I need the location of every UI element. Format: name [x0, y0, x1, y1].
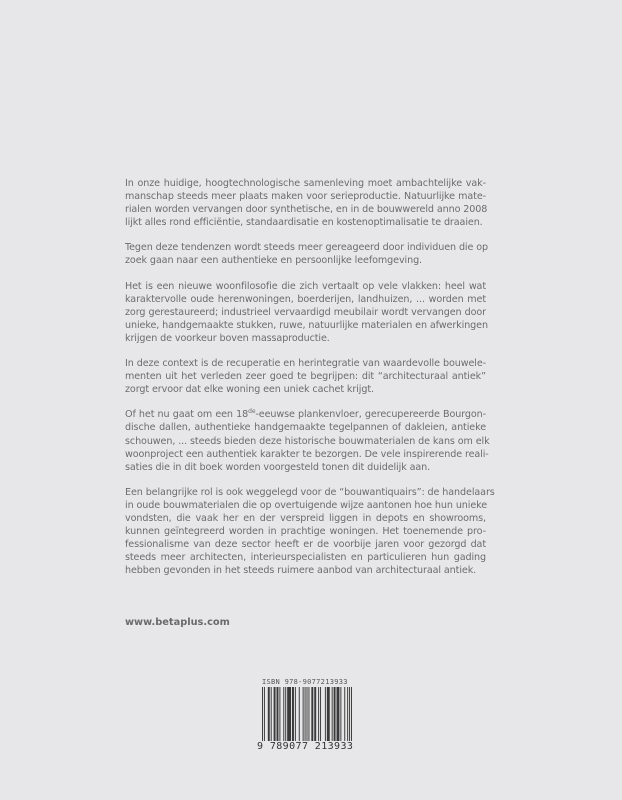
- text-line: In deze context is de recuperatie en herintegratie van waardevolle bouwele-: [125, 358, 486, 370]
- barcode-bar: [299, 687, 300, 743]
- text-line: Of het nu gaat om een 18de-eeuwse plankenvloer, gerecupereerde Bourgon-: [125, 408, 486, 421]
- barcode-bar: [307, 687, 308, 743]
- isbn-label: ISBN 978-9077213933: [262, 678, 348, 686]
- barcode-bar: [277, 687, 279, 743]
- barcode-bar: [314, 687, 316, 743]
- barcode-bar: [337, 687, 340, 743]
- paragraph: [125, 241, 489, 267]
- barcode-bar: [268, 687, 270, 743]
- back-cover-text: [125, 177, 495, 589]
- text-line: manschap steeds meer plaats maken voor serieproductie. Natuurlijke mate-: [125, 191, 486, 203]
- text-line: zorgt ervoor dat elke woning een uniek cachet krijgt.: [125, 384, 374, 396]
- barcode-bar: [318, 687, 319, 743]
- barcode-bar: [292, 687, 294, 743]
- barcode-bar: [283, 687, 284, 743]
- barcode-bar: [295, 687, 296, 743]
- text-line: kunnen geïntegreerd worden in prachtige woningen. Het toenemende pro-: [125, 526, 486, 538]
- text-line: Een belangrijke rol is ook weggelegd voor de “bouwantiquairs”: de handelaars: [125, 486, 495, 498]
- barcode-bar: [305, 687, 306, 743]
- barcode-bar: [327, 687, 330, 743]
- barcode-bar: [347, 687, 348, 743]
- text-line: hebben gevonden in het steeds ruimere aanbod van architecturaal antiek.: [125, 565, 477, 577]
- text-line: fessionalisme van deze sector heeft er de voorbije jaren voor gezorgd dat: [125, 539, 486, 551]
- publisher-website: www.betaplus.com: [125, 617, 230, 628]
- text-line: steeds meer architecten, interieurspecialisten en particulieren hun gading: [125, 552, 486, 564]
- barcode-bar: [274, 687, 276, 743]
- paragraph: [125, 177, 486, 229]
- barcode-bar: [351, 687, 352, 749]
- text-line: Het is een nieuwe woonfilosofie die zich vertaalt op vele vlakken: heel wat: [125, 280, 486, 292]
- text-line: rialen worden vervangen door synthetische, en in de bouwwereld anno 2008: [125, 204, 488, 216]
- barcode-bar: [308, 687, 309, 743]
- barcode-bar: [285, 687, 286, 743]
- barcode-bar: [262, 687, 263, 749]
- barcode-bar: [271, 687, 272, 743]
- barcode-bar: [311, 687, 313, 743]
- text-line: dische dallen, authentieke handgemaakte tegelpannen of dakleien, antieke: [125, 422, 486, 434]
- text-line: woonproject een authentiek karakter te bezorgen. De vele inspirerende reali-: [125, 448, 489, 460]
- text-line: vondsten, die vaak her en der verspreid liggen in depots en showrooms,: [125, 512, 486, 524]
- text-line: unieke, handgemaakte stukken, ruwe, natuurlijke materialen en afwerkingen: [125, 319, 488, 331]
- text-line: saties die in dit boek worden voorgesteld tonen dit duidelijk aan.: [125, 461, 431, 473]
- text-line: Tegen deze tendenzen wordt steeds meer gereageerd door individuen die op: [125, 242, 489, 254]
- barcode-bar: [344, 687, 345, 743]
- text-line: lijkt alles rond efficiëntie, standaardisatie en kostenoptimalisatie te draaien.: [125, 217, 483, 229]
- barcode-bar: [332, 687, 333, 743]
- barcode-bars: [262, 687, 352, 749]
- barcode-bar: [334, 687, 336, 743]
- isbn-barcode: [257, 678, 357, 758]
- text-line: karaktervolle oude herenwoningen, boerderijen, landhuizen, ... worden met: [125, 293, 486, 305]
- text-line: menten uit het verleden zeer goed te begrijpen: dit “architecturaal antiek”: [125, 371, 486, 383]
- paragraph: [125, 408, 490, 473]
- text-line: In onze huidige, hoogtechnologische samenleving moet ambachtelijke vak-: [125, 178, 486, 189]
- text-line: zoek gaan naar een authentieke en persoonlijke leefomgeving.: [125, 255, 423, 267]
- barcode-bar: [325, 687, 326, 743]
- text-line: krijgen de voorkeur boven massaproductie.: [125, 332, 330, 344]
- text-line: zorg gerestaureerd; industrieel vervaardigd meubilair wordt vervangen door: [125, 306, 486, 318]
- barcode-bar: [340, 687, 341, 743]
- text-line: schouwen, ... steeds bieden deze historische bouwmaterialen de kans om elk: [125, 435, 490, 447]
- paragraph: [125, 486, 495, 578]
- barcode-bar: [287, 687, 291, 743]
- paragraph: [125, 357, 486, 396]
- barcode-bar: [349, 687, 350, 749]
- text-line: in oude bouwmaterialen die op overtuigende wijze aantonen hoe hun unieke: [125, 499, 488, 511]
- barcode-bar: [264, 687, 265, 749]
- barcode-bar: [320, 687, 321, 743]
- barcode-digits: 9 789077 213933: [257, 741, 354, 752]
- superscript: de: [248, 408, 256, 416]
- barcode-bar: [279, 687, 280, 743]
- paragraph: [125, 280, 486, 345]
- barcode-bar: [303, 687, 304, 743]
